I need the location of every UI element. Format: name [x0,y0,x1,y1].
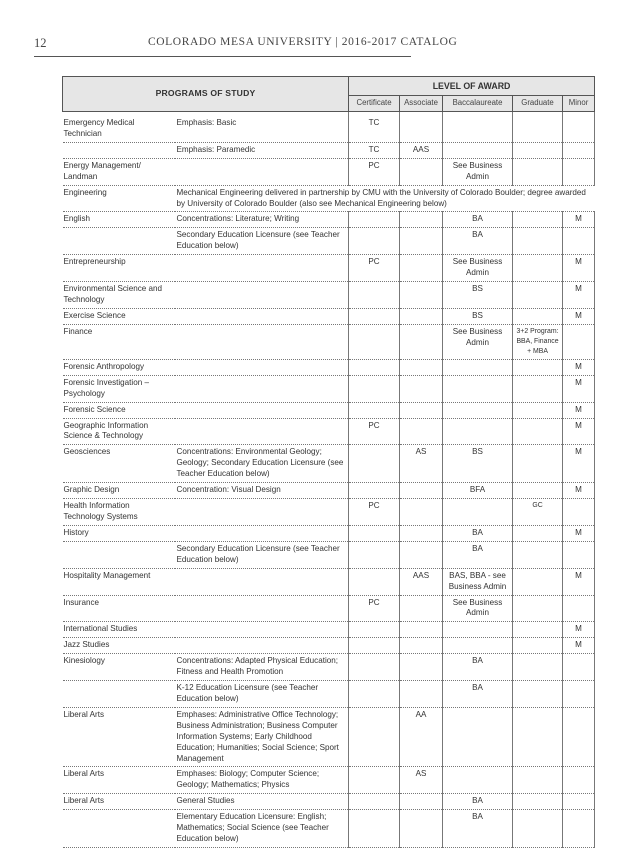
running-title: COLORADO MESA UNIVERSITY | 2016-2017 CATALOG [148,36,458,48]
minor-award [563,541,595,568]
baccalaureate-award: BA [443,228,513,255]
associate-award [400,499,443,526]
minor-award: M [563,483,595,499]
graduate-award [513,359,563,375]
graduate-award [513,402,563,418]
table-row [63,375,595,402]
program-name: English [63,212,175,228]
program-name: History [63,525,175,541]
associate-award [400,228,443,255]
certificate-award [349,228,400,255]
associate-award: AS [400,767,443,794]
minor-award: M [563,622,595,638]
baccalaureate-award [443,116,513,142]
graduate-award [513,681,563,708]
program-name: Health Information Technology Systems [63,499,175,526]
certificate-award [349,483,400,499]
baccalaureate-award [443,359,513,375]
associate-award [400,324,443,359]
column-header-minor: Minor [563,96,595,112]
table-row [63,707,595,767]
associate-award [400,595,443,622]
program-detail: Secondary Education Licensure (see Teacher Education below) [175,228,349,255]
program-detail: Emphasis: Paramedic [175,142,349,158]
baccalaureate-award: BA [443,794,513,810]
minor-award [563,681,595,708]
program-detail: K-12 Education Licensure (see Teacher Education below) [175,681,349,708]
baccalaureate-award [443,707,513,767]
baccalaureate-award [443,622,513,638]
associate-award [400,402,443,418]
certificate-award [349,767,400,794]
table-row [63,359,595,375]
program-detail [175,324,349,359]
certificate-award [349,622,400,638]
program-name: Forensic Investigation – Psychology [63,375,175,402]
associate-award [400,794,443,810]
graduate-award [513,158,563,185]
program-name: Insurance [63,595,175,622]
associate-award [400,541,443,568]
minor-award [563,142,595,158]
program-name: Environmental Science and Technology [63,282,175,309]
associate-award [400,375,443,402]
program-detail: Emphasis: Basic [175,116,349,142]
graduate-award [513,418,563,445]
program-name: Emergency Medical Technician [63,116,175,142]
table-row [63,767,595,794]
program-name [63,228,175,255]
program-detail: Concentrations: Environmental Geology; Geology; Secondary Education Licensure (see Teacher Education below) [175,445,349,483]
graduate-award [513,483,563,499]
table-row [63,255,595,282]
minor-award: M [563,638,595,654]
baccalaureate-award [443,638,513,654]
certificate-award: TC [349,116,400,142]
minor-award: M [563,255,595,282]
baccalaureate-award: BA [443,212,513,228]
table-row [63,794,595,810]
program-detail [175,568,349,595]
program-detail: Concentrations: Adapted Physical Education; Fitness and Health Promotion [175,654,349,681]
table-row [63,158,595,185]
program-name: Entrepreneurship [63,255,175,282]
program-detail: General Studies [175,794,349,810]
program-detail [175,525,349,541]
minor-award: M [563,445,595,483]
program-name: Graphic Design [63,483,175,499]
associate-award [400,116,443,142]
associate-award [400,255,443,282]
certificate-award [349,525,400,541]
table-row [63,324,595,359]
associate-award [400,638,443,654]
associate-award [400,158,443,185]
baccalaureate-award: BA [443,654,513,681]
program-name: Liberal Arts [63,794,175,810]
minor-award: M [563,282,595,309]
certificate-award: PC [349,418,400,445]
table-row [63,185,595,212]
certificate-award [349,282,400,309]
table-row [63,418,595,445]
certificate-award [349,375,400,402]
baccalaureate-award: BAS, BBA - see Business Admin [443,568,513,595]
minor-award: M [563,402,595,418]
minor-award: M [563,359,595,375]
graduate-award [513,595,563,622]
program-name: Energy Management/ Landman [63,158,175,185]
program-name: Geographic Information Science & Technology [63,418,175,445]
table-row [63,116,595,142]
minor-award [563,324,595,359]
baccalaureate-award [443,375,513,402]
table-row [63,445,595,483]
certificate-award [349,324,400,359]
baccalaureate-award: BS [443,282,513,309]
table-row [63,681,595,708]
minor-award [563,499,595,526]
program-detail [175,282,349,309]
program-name: Forensic Anthropology [63,359,175,375]
program-detail: Concentration: Visual Design [175,483,349,499]
certificate-award: PC [349,499,400,526]
table-row [63,402,595,418]
page-header [34,34,458,58]
certificate-award [349,212,400,228]
program-name: Engineering [63,185,175,212]
baccalaureate-award: BS [443,308,513,324]
associate-award [400,681,443,708]
table-row [63,541,595,568]
table-row [63,622,595,638]
table-row [63,525,595,541]
table-row [63,499,595,526]
baccalaureate-award [443,767,513,794]
program-detail [175,622,349,638]
program-name: Hospitality Management [63,568,175,595]
associate-award [400,212,443,228]
table-row [63,308,595,324]
minor-award [563,707,595,767]
baccalaureate-award [443,402,513,418]
program-detail: Emphases: Biology; Computer Science; Geology; Mathematics; Physics [175,767,349,794]
certificate-award [349,541,400,568]
certificate-award [349,402,400,418]
graduate-award [513,116,563,142]
program-detail [175,308,349,324]
program-detail [175,158,349,185]
graduate-award [513,525,563,541]
associate-award: AA [400,707,443,767]
baccalaureate-award: BA [443,525,513,541]
baccalaureate-award: See Business Admin [443,324,513,359]
table-row [63,228,595,255]
associate-award: AAS [400,568,443,595]
associate-award [400,308,443,324]
associate-award [400,525,443,541]
graduate-award [513,375,563,402]
baccalaureate-award: See Business Admin [443,158,513,185]
minor-award [563,116,595,142]
program-detail [175,375,349,402]
minor-award [563,228,595,255]
program-detail [175,638,349,654]
program-name: Liberal Arts [63,707,175,767]
table-row [63,282,595,309]
table-row [63,595,595,622]
associate-award: AS [400,445,443,483]
minor-award: M [563,418,595,445]
graduate-award: GC [513,499,563,526]
minor-award: M [563,525,595,541]
programs-table [62,76,595,848]
graduate-award [513,541,563,568]
baccalaureate-award: See Business Admin [443,255,513,282]
minor-award [563,654,595,681]
program-detail [175,595,349,622]
table-row [63,483,595,499]
minor-award [563,794,595,810]
certificate-award: PC [349,158,400,185]
column-header-graduate: Graduate [513,96,563,112]
table-row [63,568,595,595]
page-number: 12 [34,36,47,50]
program-name: Liberal Arts [63,767,175,794]
graduate-award [513,308,563,324]
associate-award [400,282,443,309]
program-name: International Studies [63,622,175,638]
certificate-award [349,707,400,767]
baccalaureate-award: BA [443,541,513,568]
graduate-award [513,255,563,282]
certificate-award [349,445,400,483]
minor-award [563,767,595,794]
certificate-award [349,359,400,375]
certificate-award [349,308,400,324]
program-detail [175,359,349,375]
minor-award [563,158,595,185]
column-header-baccalaureate: Baccalaureate [443,96,513,112]
graduate-award [513,445,563,483]
graduate-award [513,654,563,681]
graduate-award [513,622,563,638]
associate-award [400,483,443,499]
certificate-award [349,654,400,681]
table-row [63,654,595,681]
certificate-award: PC [349,595,400,622]
program-detail [175,255,349,282]
baccalaureate-award [443,418,513,445]
baccalaureate-award: BFA [443,483,513,499]
header-rule [34,56,411,57]
baccalaureate-award: See Business Admin [443,595,513,622]
column-header-associate: Associate [400,96,443,112]
program-name [63,681,175,708]
graduate-award [513,707,563,767]
minor-award [563,595,595,622]
graduate-award [513,638,563,654]
program-detail: Emphases: Administrative Office Technology; Business Administration; Business Computer Information Systems; Early Childhood Education; Humanities; Social Science; Sport Management [175,707,349,767]
table-row [63,638,595,654]
graduate-award [513,794,563,810]
program-name: Forensic Science [63,402,175,418]
baccalaureate-award: BA [443,810,513,848]
program-name: Jazz Studies [63,638,175,654]
graduate-award [513,142,563,158]
graduate-award [513,212,563,228]
certificate-award [349,568,400,595]
program-name: Kinesiology [63,654,175,681]
program-name: Exercise Science [63,308,175,324]
associate-award [400,359,443,375]
baccalaureate-award [443,499,513,526]
baccalaureate-award: BA [443,681,513,708]
baccalaureate-award: BS [443,445,513,483]
column-header-certificate: Certificate [349,96,400,112]
certificate-award [349,681,400,708]
program-name [63,541,175,568]
table-row [63,212,595,228]
program-detail: Elementary Education Licensure: English; Mathematics; Social Science (see Teacher Education below) [175,810,349,848]
minor-award: M [563,375,595,402]
graduate-award [513,228,563,255]
certificate-award [349,794,400,810]
certificate-award: TC [349,142,400,158]
associate-award [400,654,443,681]
graduate-award [513,282,563,309]
associate-award: AAS [400,142,443,158]
certificate-award [349,638,400,654]
associate-award [400,622,443,638]
certificate-award: PC [349,255,400,282]
program-detail [175,499,349,526]
program-detail: Mechanical Engineering delivered in partnership by CMU with the University of Colorado Boulder; degree awarded by University of Colorado Boulder (also see Mechanical Engineering below) [175,185,595,212]
program-detail: Concentrations: Literature; Writing [175,212,349,228]
baccalaureate-award [443,142,513,158]
minor-award: M [563,568,595,595]
minor-award: M [563,212,595,228]
program-detail: Secondary Education Licensure (see Teacher Education below) [175,541,349,568]
graduate-award [513,568,563,595]
programs-of-study-header: PROGRAMS OF STUDY [63,77,349,112]
program-name: Geosciences [63,445,175,483]
graduate-award: 3+2 Program: BBA, Finance + MBA [513,324,563,359]
program-name [63,142,175,158]
program-name: Finance [63,324,175,359]
table-row [63,142,595,158]
minor-award: M [563,308,595,324]
associate-award [400,418,443,445]
program-detail [175,418,349,445]
level-of-award-header: LEVEL OF AWARD [349,77,595,96]
graduate-award [513,767,563,794]
program-detail [175,402,349,418]
